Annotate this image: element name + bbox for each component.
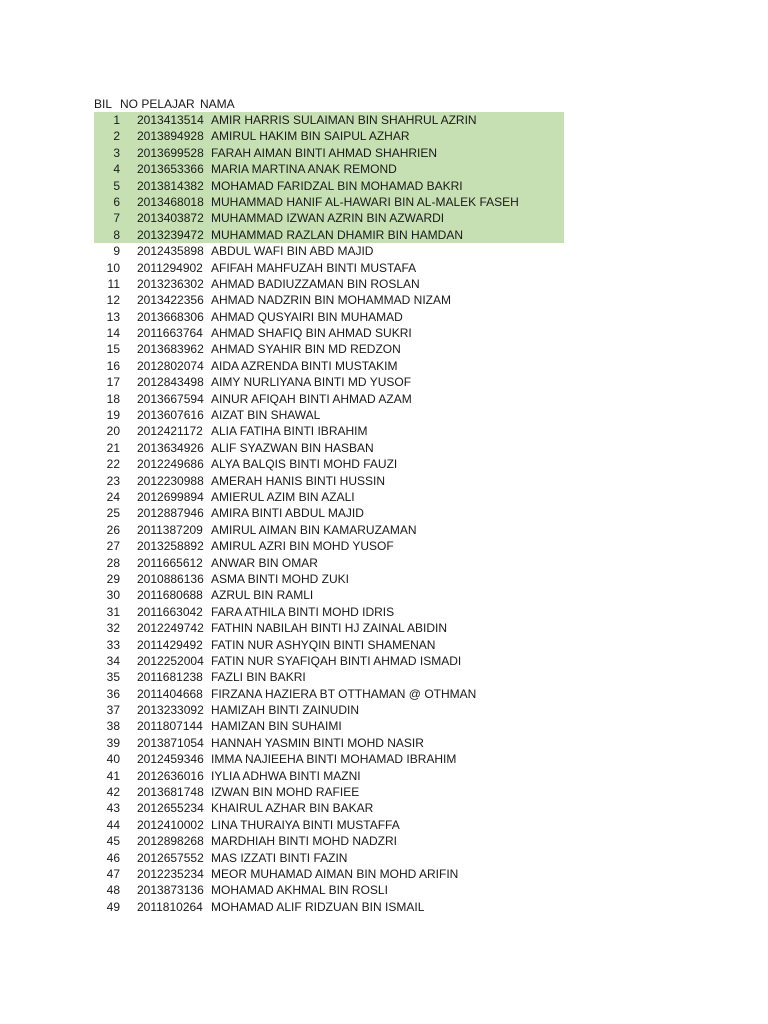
row-no-pelajar: 2011680688 bbox=[137, 588, 203, 603]
row-bil: 42 bbox=[106, 785, 120, 800]
row-bil: 6 bbox=[113, 194, 120, 209]
row-nama: FATHIN NABILAH BINTI HJ ZAINAL ABIDIN bbox=[211, 621, 448, 636]
row-nama: IMMA NAJIEEHA BINTI MOHAMAD IBRAHIM bbox=[211, 752, 457, 767]
row-bil: 12 bbox=[106, 293, 120, 308]
row-nama: HAMIZAN BIN SUHAIMI bbox=[211, 719, 342, 734]
table-row bbox=[94, 128, 564, 144]
row-bil: 22 bbox=[106, 457, 120, 472]
table-row bbox=[94, 227, 564, 243]
table-row bbox=[94, 292, 564, 308]
row-nama: MOHAMAD AKHMAL BIN ROSLI bbox=[211, 883, 388, 898]
table-row bbox=[94, 735, 564, 751]
row-nama: MARIA MARTINA ANAK REMOND bbox=[211, 162, 397, 177]
row-bil: 38 bbox=[106, 719, 120, 734]
header-bil: BIL bbox=[94, 97, 113, 111]
row-bil: 8 bbox=[113, 227, 120, 242]
row-nama: AHMAD SHAFIQ BIN AHMAD SUKRI bbox=[211, 326, 412, 341]
table-row bbox=[94, 882, 564, 898]
table-row bbox=[94, 620, 564, 636]
row-bil: 14 bbox=[106, 326, 120, 341]
row-bil: 49 bbox=[106, 899, 120, 914]
row-bil: 47 bbox=[106, 866, 120, 881]
table-row bbox=[94, 456, 564, 472]
row-no-pelajar: 2013683962 bbox=[137, 342, 204, 357]
table-row bbox=[94, 260, 564, 276]
table-row bbox=[94, 161, 564, 177]
row-no-pelajar: 2013681748 bbox=[137, 785, 204, 800]
row-nama: MOHAMAD ALIF RIDZUAN BIN ISMAIL bbox=[211, 899, 425, 914]
row-bil: 1 bbox=[113, 113, 120, 127]
row-nama: AMIR HARRIS SULAIMAN BIN SHAHRUL AZRIN bbox=[211, 113, 477, 127]
row-nama: AHMAD SYAHIR BIN MD REDZON bbox=[211, 342, 401, 357]
row-nama: FAZLI BIN BAKRI bbox=[211, 670, 306, 685]
row-nama: MOHAMAD FARIDZAL BIN MOHAMAD BAKRI bbox=[211, 178, 463, 193]
row-no-pelajar: 2013814382 bbox=[137, 178, 204, 193]
row-bil: 9 bbox=[113, 244, 120, 259]
row-nama: ALIF SYAZWAN BIN HASBAN bbox=[211, 440, 374, 455]
row-bil: 7 bbox=[113, 211, 120, 226]
row-bil: 2 bbox=[113, 129, 120, 144]
row-nama: ALYA BALQIS BINTI MOHD FAUZI bbox=[211, 457, 398, 472]
row-bil: 34 bbox=[106, 653, 120, 668]
row-nama: AINUR AFIQAH BINTI AHMAD AZAM bbox=[211, 391, 412, 406]
table-row bbox=[94, 669, 564, 685]
row-no-pelajar: 2011387209 bbox=[137, 522, 203, 537]
table-row bbox=[94, 341, 564, 357]
row-nama: MAS IZZATI BINTI FAZIN bbox=[211, 850, 348, 865]
row-bil: 10 bbox=[106, 260, 120, 275]
table-row bbox=[94, 194, 564, 210]
row-nama: ASMA BINTI MOHD ZUKI bbox=[211, 571, 350, 586]
row-no-pelajar: 2013667594 bbox=[137, 391, 204, 406]
row-nama: MUHAMMAD HANIF AL-HAWARI BIN AL-MALEK FASEH bbox=[211, 194, 519, 209]
row-bil: 13 bbox=[106, 309, 120, 324]
row-bil: 36 bbox=[106, 686, 120, 701]
row-bil: 31 bbox=[106, 604, 120, 619]
row-bil: 5 bbox=[113, 178, 120, 193]
header-nama: NAMA bbox=[200, 97, 235, 111]
table-row bbox=[94, 653, 564, 669]
row-bil: 32 bbox=[106, 621, 120, 636]
row-bil: 4 bbox=[113, 162, 120, 177]
row-no-pelajar: 2012843498 bbox=[137, 375, 204, 390]
row-nama: AMIRUL AZRI BIN MOHD YUSOF bbox=[211, 539, 394, 554]
row-no-pelajar: 2012802074 bbox=[137, 358, 204, 373]
row-nama: HANNAH YASMIN BINTI MOHD NASIR bbox=[211, 735, 424, 750]
table-row bbox=[94, 555, 564, 571]
row-no-pelajar: 2011663042 bbox=[137, 604, 203, 619]
row-no-pelajar: 2011807144 bbox=[137, 719, 203, 734]
table-row bbox=[94, 489, 564, 505]
row-no-pelajar: 2013873136 bbox=[137, 883, 204, 898]
table-row bbox=[94, 276, 564, 292]
row-bil: 29 bbox=[106, 571, 120, 586]
table-row bbox=[94, 112, 564, 128]
row-bil: 37 bbox=[106, 703, 120, 718]
table-row bbox=[94, 358, 564, 374]
row-bil: 39 bbox=[106, 735, 120, 750]
row-nama: AHMAD NADZRIN BIN MOHAMMAD NIZAM bbox=[211, 293, 451, 308]
row-no-pelajar: 2011665612 bbox=[137, 555, 203, 570]
row-nama: FATIN NUR SYAFIQAH BINTI AHMAD ISMADI bbox=[211, 653, 462, 668]
row-bil: 21 bbox=[106, 440, 120, 455]
row-no-pelajar: 2011663764 bbox=[137, 326, 203, 341]
row-nama: AFIFAH MAHFUZAH BINTI MUSTAFA bbox=[211, 260, 417, 275]
row-nama: LINA THURAIYA BINTI MUSTAFFA bbox=[211, 817, 400, 832]
table-row bbox=[94, 718, 564, 734]
table-row bbox=[94, 800, 564, 816]
row-bil: 11 bbox=[107, 276, 120, 291]
row-nama: AMIERUL AZIM BIN AZALI bbox=[211, 489, 355, 504]
row-nama: MARDHIAH BINTI MOHD NADZRI bbox=[211, 834, 397, 849]
row-nama: AIZAT BIN SHAWAL bbox=[211, 408, 321, 423]
row-bil: 43 bbox=[106, 801, 120, 816]
row-bil: 45 bbox=[106, 834, 120, 849]
table-row bbox=[94, 866, 564, 882]
row-nama: AIMY NURLIYANA BINTI MD YUSOF bbox=[211, 375, 412, 390]
row-bil: 3 bbox=[113, 145, 120, 160]
table-row bbox=[94, 784, 564, 800]
row-nama: IYLIA ADHWA BINTI MAZNI bbox=[211, 768, 361, 783]
row-bil: 48 bbox=[106, 883, 120, 898]
table-row bbox=[94, 899, 564, 915]
row-no-pelajar: 2013413514 bbox=[137, 113, 204, 127]
row-bil: 44 bbox=[106, 817, 120, 832]
table-row bbox=[94, 637, 564, 653]
table-row bbox=[94, 243, 564, 259]
row-no-pelajar: 2012410002 bbox=[137, 817, 204, 832]
row-bil: 28 bbox=[106, 555, 120, 570]
row-no-pelajar: 2012655234 bbox=[137, 801, 204, 816]
row-no-pelajar: 2013239472 bbox=[137, 227, 204, 242]
row-no-pelajar: 2013668306 bbox=[137, 309, 204, 324]
row-nama: AMIRA BINTI ABDUL MAJID bbox=[211, 506, 364, 521]
table-row bbox=[94, 768, 564, 784]
row-no-pelajar: 2013258892 bbox=[137, 539, 204, 554]
table-row bbox=[94, 309, 564, 325]
table-row bbox=[94, 833, 564, 849]
row-no-pelajar: 2012898268 bbox=[137, 834, 204, 849]
table-row bbox=[94, 374, 564, 390]
header-no-pelajar: NO PELAJAR bbox=[120, 97, 195, 111]
table-row bbox=[94, 587, 564, 603]
table-row bbox=[94, 817, 564, 833]
table-row bbox=[94, 440, 564, 456]
row-nama: AIDA AZRENDA BINTI MUSTAKIM bbox=[211, 358, 398, 373]
row-nama: AMERAH HANIS BINTI HUSSIN bbox=[211, 473, 386, 488]
row-bil: 35 bbox=[106, 670, 120, 685]
row-no-pelajar: 2013894928 bbox=[137, 129, 204, 144]
table-row bbox=[94, 571, 564, 587]
row-no-pelajar: 2012230988 bbox=[137, 473, 204, 488]
table-row bbox=[94, 604, 564, 620]
row-no-pelajar: 2013422356 bbox=[137, 293, 204, 308]
table-row bbox=[94, 505, 564, 521]
row-bil: 26 bbox=[106, 522, 120, 537]
row-no-pelajar: 2013871054 bbox=[137, 735, 204, 750]
row-nama: AHMAD BADIUZZAMAN BIN ROSLAN bbox=[211, 276, 420, 291]
row-no-pelajar: 2011810264 bbox=[137, 899, 203, 914]
row-nama: HAMIZAH BINTI ZAINUDIN bbox=[211, 703, 360, 718]
row-nama: KHAIRUL AZHAR BIN BAKAR bbox=[211, 801, 374, 816]
row-no-pelajar: 2011294902 bbox=[137, 260, 203, 275]
row-bil: 30 bbox=[106, 588, 120, 603]
table-row bbox=[94, 145, 564, 161]
row-bil: 46 bbox=[106, 850, 120, 865]
row-nama: FARAH AIMAN BINTI AHMAD SHAHRIEN bbox=[211, 145, 438, 160]
table-header bbox=[94, 96, 564, 112]
row-nama: FIRZANA HAZIERA BT OTTHAMAN @ OTHMAN bbox=[211, 686, 477, 701]
row-no-pelajar: 2012636016 bbox=[137, 768, 204, 783]
row-bil: 25 bbox=[106, 506, 120, 521]
table-row bbox=[94, 178, 564, 194]
row-no-pelajar: 2012657552 bbox=[137, 850, 204, 865]
row-bil: 27 bbox=[106, 539, 120, 554]
table-row bbox=[94, 423, 564, 439]
table-row bbox=[94, 702, 564, 718]
table-row bbox=[94, 391, 564, 407]
table-row bbox=[94, 538, 564, 554]
row-no-pelajar: 2012249686 bbox=[137, 457, 204, 472]
table-row bbox=[94, 686, 564, 702]
row-bil: 17 bbox=[106, 375, 120, 390]
row-no-pelajar: 2012887946 bbox=[137, 506, 204, 521]
row-nama: AMIRUL AIMAN BIN KAMARUZAMAN bbox=[211, 522, 417, 537]
row-bil: 40 bbox=[106, 752, 120, 767]
row-bil: 41 bbox=[106, 768, 120, 783]
row-no-pelajar: 2011404668 bbox=[137, 686, 203, 701]
row-bil: 23 bbox=[106, 473, 120, 488]
row-no-pelajar: 2013634926 bbox=[137, 440, 204, 455]
row-no-pelajar: 2012699894 bbox=[137, 489, 204, 504]
row-nama: AZRUL BIN RAMLI bbox=[211, 588, 314, 603]
row-no-pelajar: 2013403872 bbox=[137, 211, 204, 226]
row-nama: MEOR MUHAMAD AIMAN BIN MOHD ARIFIN bbox=[211, 866, 459, 881]
table-row bbox=[94, 325, 564, 341]
row-bil: 20 bbox=[106, 424, 120, 439]
row-nama: AMIRUL HAKIM BIN SAIPUL AZHAR bbox=[211, 129, 410, 144]
row-bil: 15 bbox=[106, 342, 120, 357]
row-nama: ABDUL WAFI BIN ABD MAJID bbox=[211, 244, 374, 259]
row-nama: FARA ATHILA BINTI MOHD IDRIS bbox=[211, 604, 395, 619]
row-bil: 24 bbox=[106, 489, 120, 504]
row-bil: 19 bbox=[106, 408, 120, 423]
row-nama: IZWAN BIN MOHD RAFIEE bbox=[211, 785, 360, 800]
row-nama: ANWAR BIN OMAR bbox=[211, 555, 318, 570]
row-nama: FATIN NUR ASHYQIN BINTI SHAMENAN bbox=[211, 637, 436, 652]
row-nama: MUHAMMAD IZWAN AZRIN BIN AZWARDI bbox=[211, 211, 445, 226]
row-no-pelajar: 2013653366 bbox=[137, 162, 204, 177]
row-no-pelajar: 2011681238 bbox=[137, 670, 203, 685]
row-nama: AHMAD QUSYAIRI BIN MUHAMAD bbox=[211, 309, 403, 324]
row-no-pelajar: 2012435898 bbox=[137, 244, 204, 259]
row-bil: 33 bbox=[106, 637, 120, 652]
row-no-pelajar: 2013233092 bbox=[137, 703, 204, 718]
row-no-pelajar: 2012249742 bbox=[137, 621, 204, 636]
table-row bbox=[94, 407, 564, 423]
row-nama: MUHAMMAD RAZLAN DHAMIR BIN HAMDAN bbox=[211, 227, 464, 242]
row-no-pelajar: 2012252004 bbox=[137, 653, 204, 668]
row-no-pelajar: 2012235234 bbox=[137, 866, 204, 881]
row-no-pelajar: 2010886136 bbox=[137, 571, 204, 586]
row-no-pelajar: 2013236302 bbox=[137, 276, 204, 291]
student-rows bbox=[94, 112, 564, 915]
table-row bbox=[94, 751, 564, 767]
row-no-pelajar: 2011429492 bbox=[137, 637, 203, 652]
student-list-sheet bbox=[94, 96, 564, 915]
row-no-pelajar: 2013699528 bbox=[137, 145, 204, 160]
row-no-pelajar: 2013468018 bbox=[137, 194, 204, 209]
table-row bbox=[94, 850, 564, 866]
table-row bbox=[94, 473, 564, 489]
table-row bbox=[94, 522, 564, 538]
table-row bbox=[94, 210, 564, 226]
row-no-pelajar: 2012421172 bbox=[137, 424, 203, 439]
row-nama: ALIA FATIHA BINTI IBRAHIM bbox=[211, 424, 368, 439]
row-no-pelajar: 2012459346 bbox=[137, 752, 204, 767]
row-bil: 16 bbox=[106, 358, 120, 373]
row-no-pelajar: 2013607616 bbox=[137, 408, 204, 423]
row-bil: 18 bbox=[106, 391, 120, 406]
